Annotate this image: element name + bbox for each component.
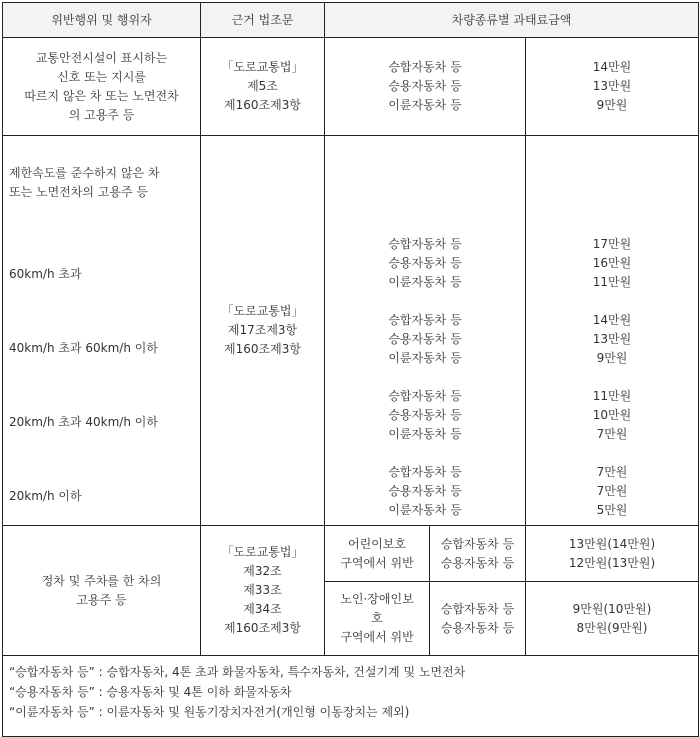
fine-table (2, 2, 699, 737)
violation-speed: 제한속도를 준수하지 않은 차 또는 노면전차의 고용주 등 60km/h 초과 40km/h 초과 60km/h 이하 20km/h 초과 40km/h 이하 20km/h 이하 (3, 136, 201, 526)
speed-label-60plus: 60km/h 초과 (9, 267, 82, 281)
header-law: 근거 법조문 (201, 3, 325, 38)
header-fines: 차량종류별 과태료금액 (325, 3, 699, 38)
zone-children: 어린이보호 구역에서 위반 (325, 526, 430, 582)
amounts-children: 13만원(14만원) 12만원(13만원) (526, 526, 699, 582)
speed-label-20-40: 20km/h 초과 40km/h 이하 (9, 415, 158, 429)
vehicle-types-children: 승합자동차 등 승용자동차 등 (430, 526, 526, 582)
footnote-car: “승용자동차 등” : 승용자동차 및 4톤 이하 화물자동차 (9, 685, 292, 699)
vehicle-types-elderly: 승합자동차 등 승용자동차 등 (430, 582, 526, 656)
amounts-speed: 17만원 16만원 11만원 14만원 13만원 9만원 11만원 10만원 7만원 7만원 7만원 5만원 (526, 136, 699, 526)
table-row-signal (3, 38, 699, 136)
violation-parking: 정차 및 주차를 한 차의 고용주 등 (3, 526, 201, 656)
header-violation: 위반행위 및 행위자 (3, 3, 201, 38)
law-parking: 「도로교통법」 제32조 제33조 제34조 제160조제3항 (201, 526, 325, 656)
footnote-van: “승합자동차 등” : 승합자동차, 4톤 초과 화물자동차, 특수자동차, 건설기계 및 노면전차 (9, 665, 466, 679)
vehicle-types-speed: 승합자동차 등 승용자동차 등 이륜자동차 등 승합자동차 등 승용자동차 등 이륜자동차 등 승합자동차 등 승용자동차 등 이륜자동차 등 승합자동차 등 승용자동차 등 이륜자동차 등 (325, 136, 526, 526)
law-signal: 「도로교통법」 제5조 제160조제3항 (201, 38, 325, 136)
violation-signal: 교통안전시설이 표시하는 신호 또는 지시를 따르지 않은 차 또는 노면전차 의 고용주 등 (3, 38, 201, 136)
footnote-row (3, 656, 699, 737)
zone-elderly: 노인·장애인보 호 구역에서 위반 (325, 582, 430, 656)
footnote-motorcycle: “이륜자동차 등” : 이륜자동차 및 원동기장치자전거(개인형 이동장치는 제외) (9, 705, 410, 719)
header-row (3, 3, 699, 38)
vehicle-types-signal: 승합자동차 등 승용자동차 등 이륜자동차 등 (325, 38, 526, 136)
amounts-elderly: 9만원(10만원) 8만원(9만원) (526, 582, 699, 656)
amounts-signal: 14만원 13만원 9만원 (526, 38, 699, 136)
table-row-parking-children (3, 526, 699, 582)
table-row-speed (3, 136, 699, 526)
speed-label-20minus: 20km/h 이하 (9, 489, 82, 503)
footnotes (3, 656, 699, 737)
speed-label-40-60: 40km/h 초과 60km/h 이하 (9, 341, 158, 355)
law-speed: 「도로교통법」 제17조제3항 제160조제3항 (201, 136, 325, 526)
